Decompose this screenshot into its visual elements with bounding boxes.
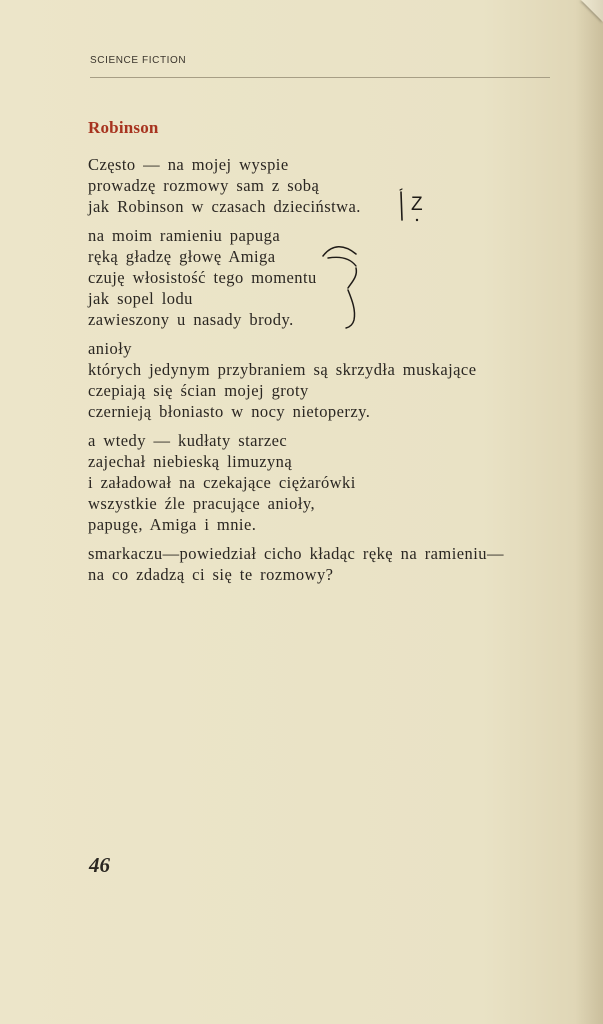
stanza	[88, 225, 568, 330]
poem-line: papugę, Amiga i mnie.	[88, 515, 257, 534]
poem-line: anioły	[88, 339, 132, 358]
poem-line: czepiają się ścian mojej groty	[88, 381, 309, 400]
poem-line: smarkaczu—powiedział cicho kładąc rękę na ramieniu—	[88, 544, 504, 563]
stanza	[88, 430, 568, 535]
poem-line: Często — na mojej wyspie	[88, 155, 289, 174]
poem-line: na moim ramieniu papuga	[88, 226, 281, 245]
poem-line: zajechał niebieską limuzyną	[88, 452, 293, 471]
poem-line: jak sopel lodu	[88, 289, 193, 308]
poem-line: ręką gładzę głowę Amiga	[88, 247, 276, 266]
poem-line: i załadował na czekające ciężarówki	[88, 473, 356, 492]
poem-line: wszystkie źle pracujące anioły,	[88, 494, 316, 513]
poem-line: a wtedy — kudłaty starzec	[88, 431, 288, 450]
poem-line: na co zdadzą ci się te rozmowy?	[88, 565, 334, 584]
stanza	[88, 338, 568, 422]
poem-line: prowadzę rozmowy sam z sobą	[88, 176, 320, 195]
stanza	[88, 543, 568, 585]
margin-mark: Z	[411, 194, 423, 215]
poem-title: Robinson	[88, 118, 159, 137]
poem-line: czernieją błoniasto w nocy nietoperzy.	[88, 402, 371, 421]
poem-body	[88, 154, 568, 593]
running-head: SCIENCE FICTION	[90, 55, 187, 66]
stanza	[88, 154, 568, 217]
poem-line: jak Robinson w czasach dzieciństwa.	[88, 197, 361, 216]
poem-line: zawieszony u nasady brody.	[88, 310, 294, 329]
header-rule	[90, 77, 550, 78]
poem-line: których jedynym przybraniem są skrzydła muskające	[88, 360, 477, 379]
poem-line: czuję włosistość tego momentu	[88, 268, 317, 287]
page-corner-fold	[581, 0, 603, 22]
page-number: 46	[89, 853, 110, 877]
